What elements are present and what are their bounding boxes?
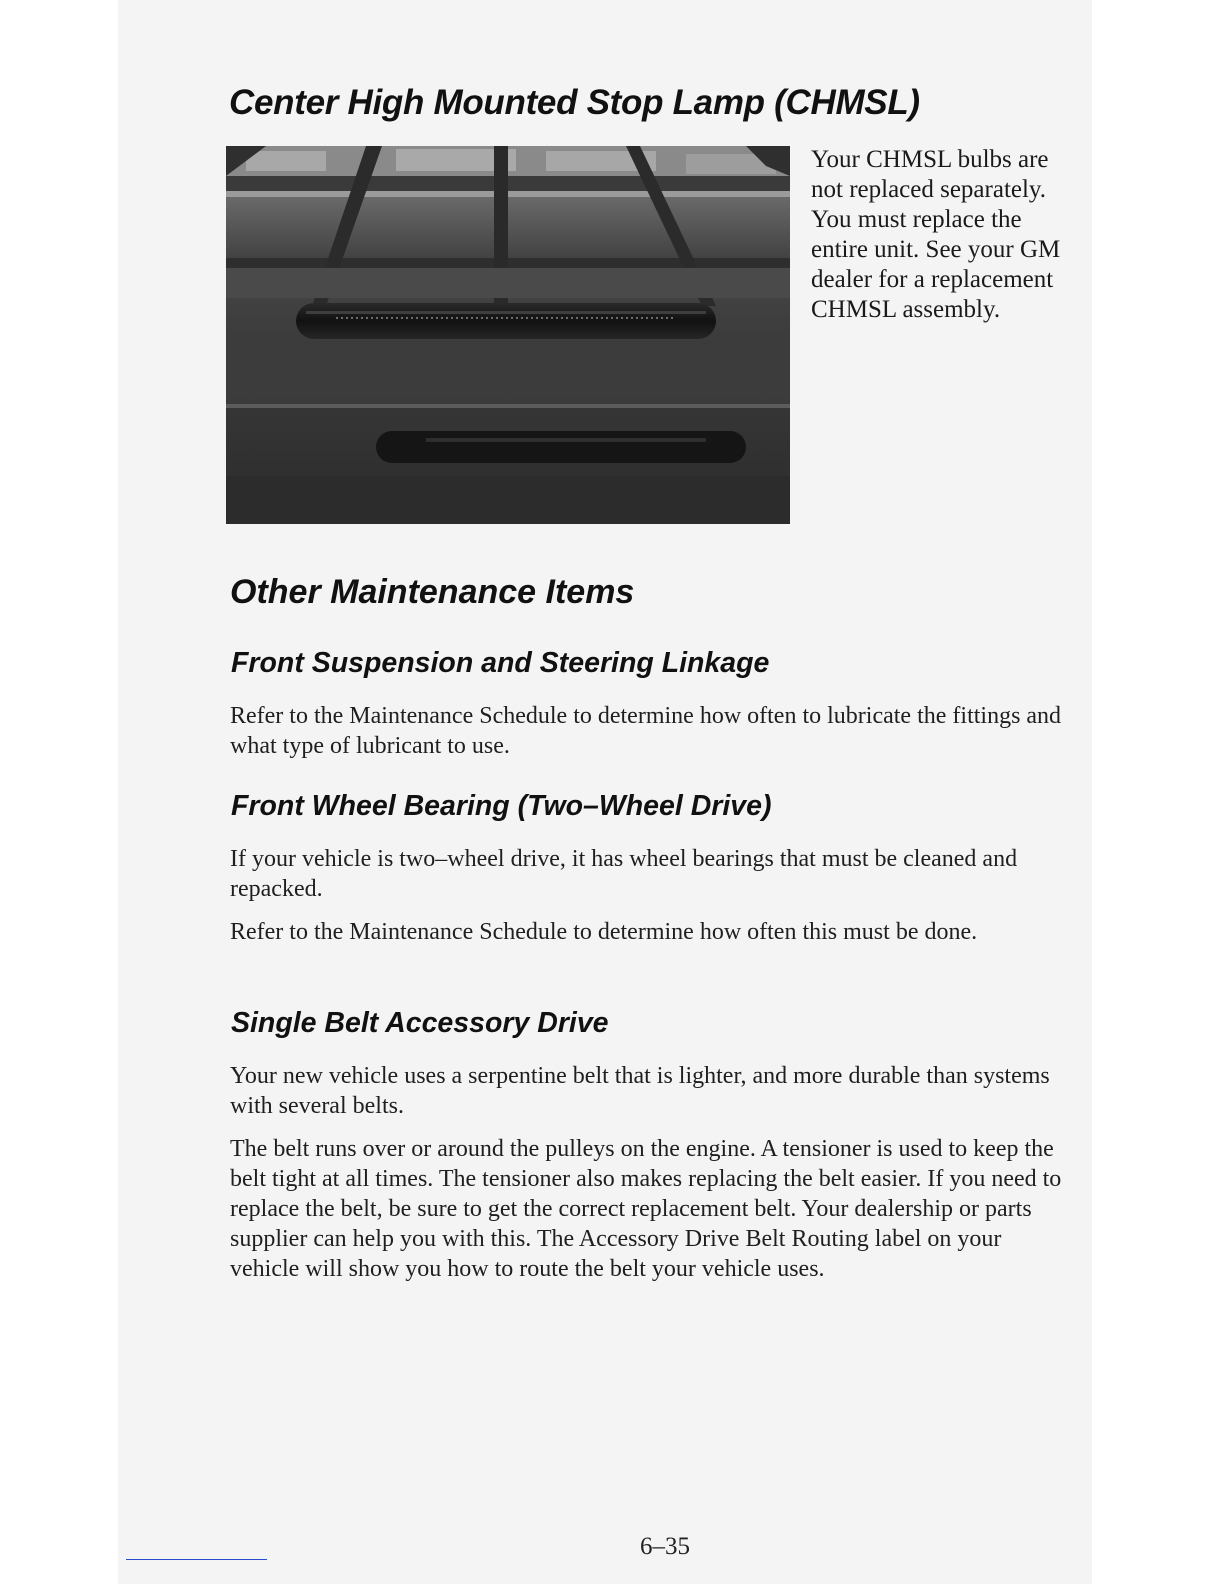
footer-rule <box>126 1559 267 1560</box>
single-belt-text-1: Your new vehicle uses a serpentine belt that is lighter, and more durable than systems with several belts. <box>230 1063 1050 1119</box>
heading-single-belt: Single Belt Accessory Drive <box>231 1007 609 1039</box>
wheel-bearing-text-1: If your vehicle is two–wheel drive, it has wheel bearings that must be cleaned and repacked. <box>230 846 1018 902</box>
single-belt-text-2: The belt runs over or around the pulleys on the engine. A tensioner is used to keep the belt tight at all times. The tensioner also makes replacing the belt easier. If you need to replace the belt, be sure to get the correct replacement belt. Your dealership or parts supplier can help you with this. The Accessory Drive Belt Routing label on your vehicle will show you how to route the belt your vehicle uses. <box>230 1136 1062 1282</box>
chmsl-photo <box>226 146 790 524</box>
wheel-bearing-text-2: Refer to the Maintenance Schedule to determine how often this must be done. <box>230 919 978 945</box>
heading-other-maintenance: Other Maintenance Items <box>230 573 635 611</box>
page-number: 6–35 <box>640 1533 690 1560</box>
heading-front-wheel-bearing: Front Wheel Bearing (Two–Wheel Drive) <box>231 790 772 822</box>
front-suspension-text: Refer to the Maintenance Schedule to determine how often to lubricate the fittings and what type of lubricant to use. <box>230 703 1062 759</box>
heading-chmsl: Center High Mounted Stop Lamp (CHMSL) <box>229 83 920 122</box>
chmsl-description: Your CHMSL bulbs are not replaced separately. You must replace the entire unit. See your GM dealer for a replacement CHMSL assembly. <box>811 146 1061 323</box>
heading-front-suspension: Front Suspension and Steering Linkage <box>231 647 770 679</box>
